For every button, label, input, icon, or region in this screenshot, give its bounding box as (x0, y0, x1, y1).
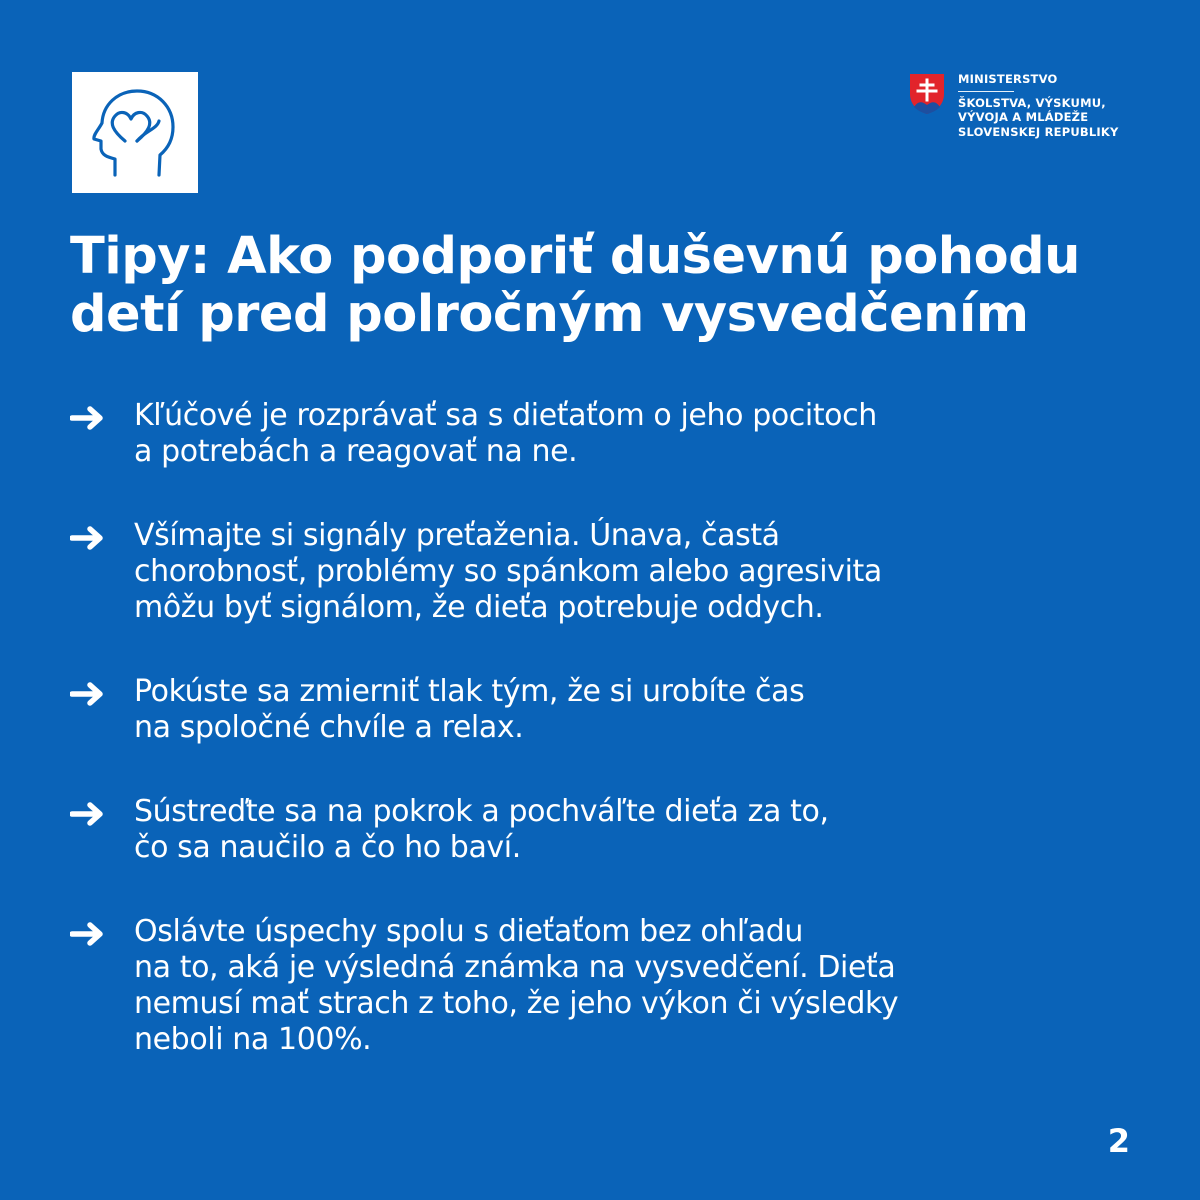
slovak-coat-of-arms-icon (910, 74, 944, 114)
tip-text: Sústreďte sa na pokrok a pochváľte dieťa za to, čo sa naučilo a čo ho baví. (134, 794, 829, 865)
arrow-right-icon (70, 406, 110, 430)
tip-text: Kľúčové je rozprávať sa s dieťaťom o jeho pocitoch a potrebách a reagovať na ne. (134, 398, 877, 469)
tips-list (70, 398, 1110, 1106)
ministry-logo (910, 72, 1150, 152)
page-number: 2 (1107, 1122, 1130, 1160)
arrow-right-icon (70, 922, 110, 946)
tip-item (70, 518, 1110, 626)
tip-text: Všímajte si signály preťaženia. Únava, častá chorobnosť, problémy so spánkom alebo agresivita môžu byť signálom, že dieťa potrebuje oddych. (134, 518, 882, 625)
ministry-name-line-2: ŠKOLSTVA, VÝSKUMU, (958, 95, 1106, 110)
ministry-name-line-3: VÝVOJA A MLÁDEŽE (958, 110, 1089, 124)
tip-item (70, 674, 1110, 746)
ministry-name (958, 72, 1118, 139)
tip-item (70, 398, 1110, 470)
ministry-name-line-1: MINISTERSTVO (958, 72, 1014, 92)
arrow-right-icon (70, 802, 110, 826)
tip-item (70, 914, 1110, 1058)
ministry-name-line-4: SLOVENSKEJ REPUBLIKY (958, 124, 1119, 139)
page-title-line-1: Tipy: Ako podporiť duševnú pohodu (70, 227, 1080, 286)
head-heart-icon (72, 72, 198, 193)
page-title-line-2: detí pred polročným vysvedčením (70, 285, 1029, 344)
tip-item (70, 794, 1110, 866)
tip-text: Pokúste sa zmierniť tlak tým, že si urobíte čas na spoločné chvíle a relax. (134, 674, 805, 745)
arrow-right-icon (70, 526, 110, 550)
arrow-right-icon (70, 682, 110, 706)
tip-text: Oslávte úspechy spolu s dieťaťom bez ohľadu na to, aká je výsledná známka na vysvedčení. Dieťa nemusí mať strach z toho, že jeho výkon či výsledky neboli na 100%. (134, 914, 899, 1057)
page-title (70, 228, 1150, 344)
